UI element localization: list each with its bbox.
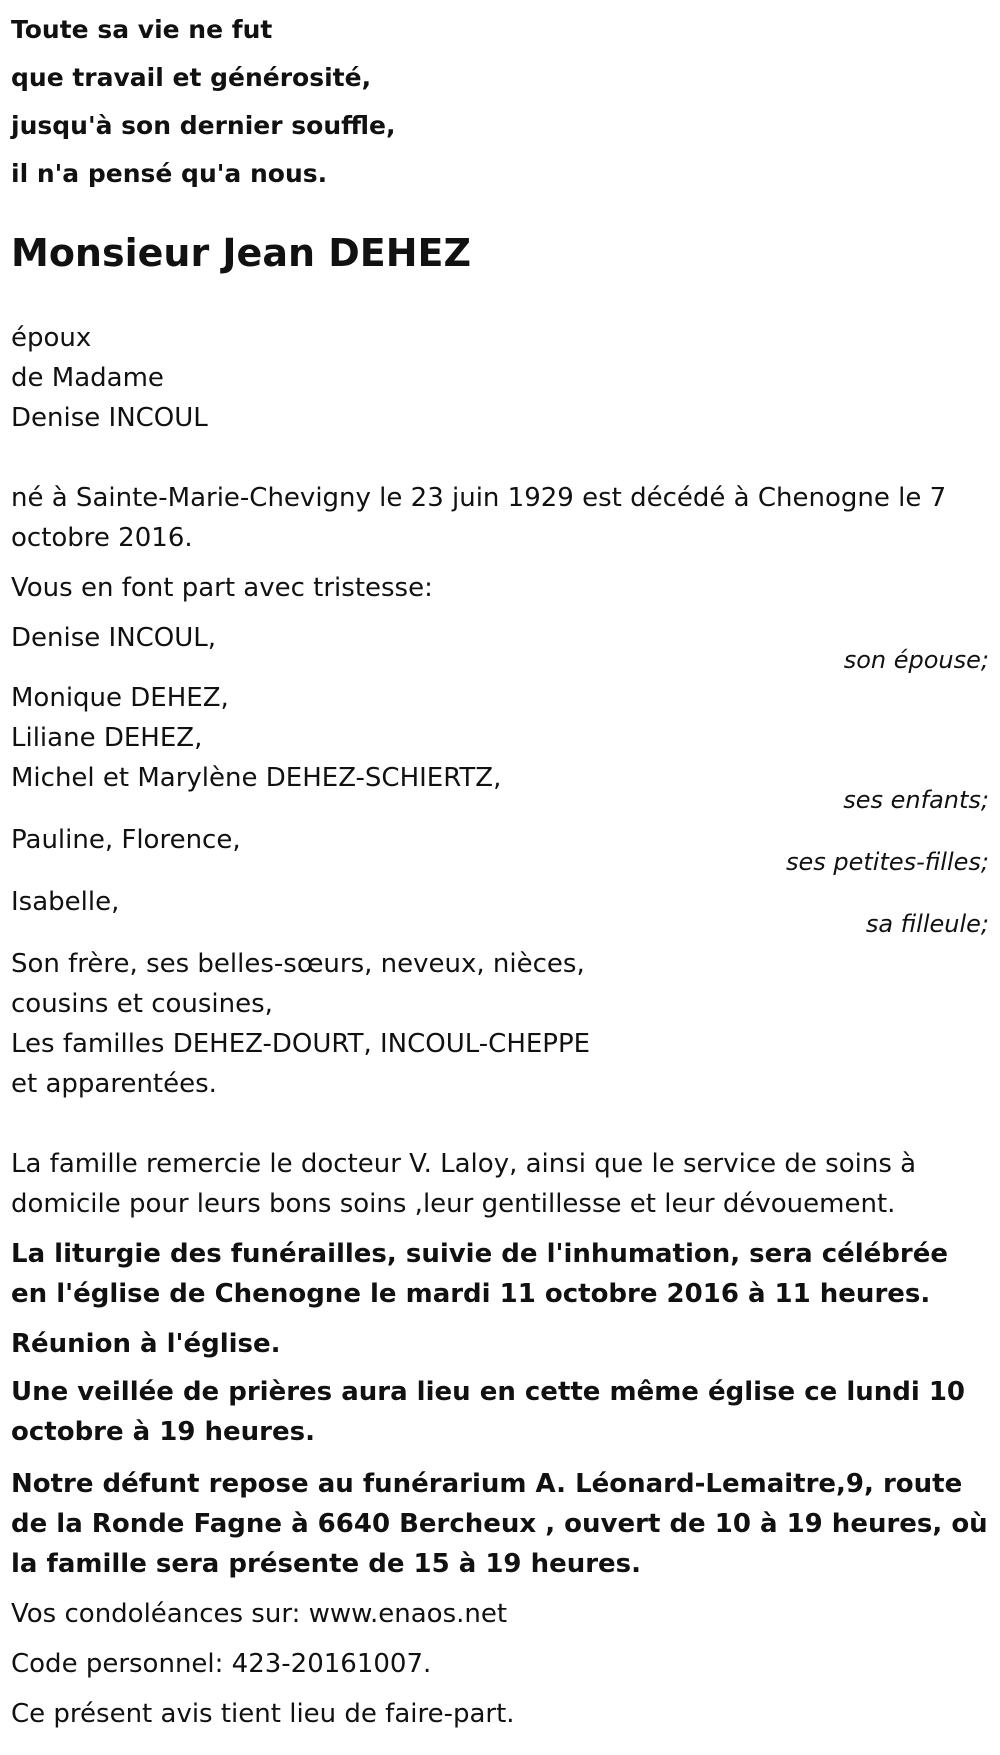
spouse-block [11,318,989,438]
relatives-line: et apparentées. [11,1069,217,1099]
relation-label: ses enfants; [843,786,989,814]
poem-line: que travail et générosité, [11,63,372,92]
family-member: Michel et Marylène DEHEZ-SCHIERTZ, [11,763,502,793]
repose-text: Notre défunt repose au funérarium A. Léonard-Lemaitre,9, route de la Ronde Fagne à 6640 Bercheux , ouvert de 10 à 19 heures, où la famille sera présente de 15 à 19 heures. [11,1469,988,1579]
family-member: Isabelle, [11,887,120,917]
relatives-line: Les familles DEHEZ-DOURT, INCOUL-CHEPPE [11,1029,591,1059]
relatives-line: cousins et cousines, [11,989,273,1019]
poem-line: Toute sa vie ne fut [11,15,273,44]
family-member: Denise INCOUL, [11,623,217,653]
poem-line: il n'a pensé qu'a nous. [11,159,328,188]
meeting-text: Réunion à l'église. [11,1329,281,1359]
spouse-line: de Madame [11,363,164,393]
liturgy-text: La liturgie des funérailles, suivie de l'inhumation, sera célébrée en l'église de Chenogne le mardi 11 octobre 2016 à 11 heures. [11,1239,948,1309]
personal-code: Code personnel: 423-20161007. [11,1649,432,1679]
announcement-text: Vous en font part avec tristesse: [11,573,433,603]
children-group [11,678,989,798]
other-relatives [11,944,989,1104]
thanks-text: La famille remercie le docteur V. Laloy, ainsi que le service de soins à domicile pour leurs bons soins ,leur gentillesse et leur dévouement. [11,1149,917,1219]
family-member: Liliane DEHEZ, [11,723,203,753]
notice-text: Ce présent avis tient lieu de faire-part. [11,1699,515,1729]
spouse-line: époux [11,323,92,353]
poem-line: jusqu'à son dernier souffle, [11,111,396,140]
relation-label: son épouse; [843,646,989,674]
goddaughter-group [11,882,989,922]
condolences-text: Vos condoléances sur: www.enaos.net [11,1599,508,1629]
vigil-text: Une veillée de prières aura lieu en cette même église ce lundi 10 octobre à 19 heures. [11,1377,966,1447]
relation-label: ses petites-filles; [785,848,989,876]
family-member: Pauline, Florence, [11,825,241,855]
poem [11,6,395,198]
relatives-line: Son frère, ses belles-sœurs, neveux, nièces, [11,949,585,979]
deceased-name: Monsieur Jean DEHEZ [11,231,472,275]
spouse-family-group [11,618,989,658]
spouse-line: Denise INCOUL [11,403,208,433]
family-member: Monique DEHEZ, [11,683,229,713]
birth-death-text: né à Sainte-Marie-Chevigny le 23 juin 1929 est décédé à Chenogne le 7 octobre 2016. [11,483,947,553]
relation-label: sa filleule; [865,910,989,938]
